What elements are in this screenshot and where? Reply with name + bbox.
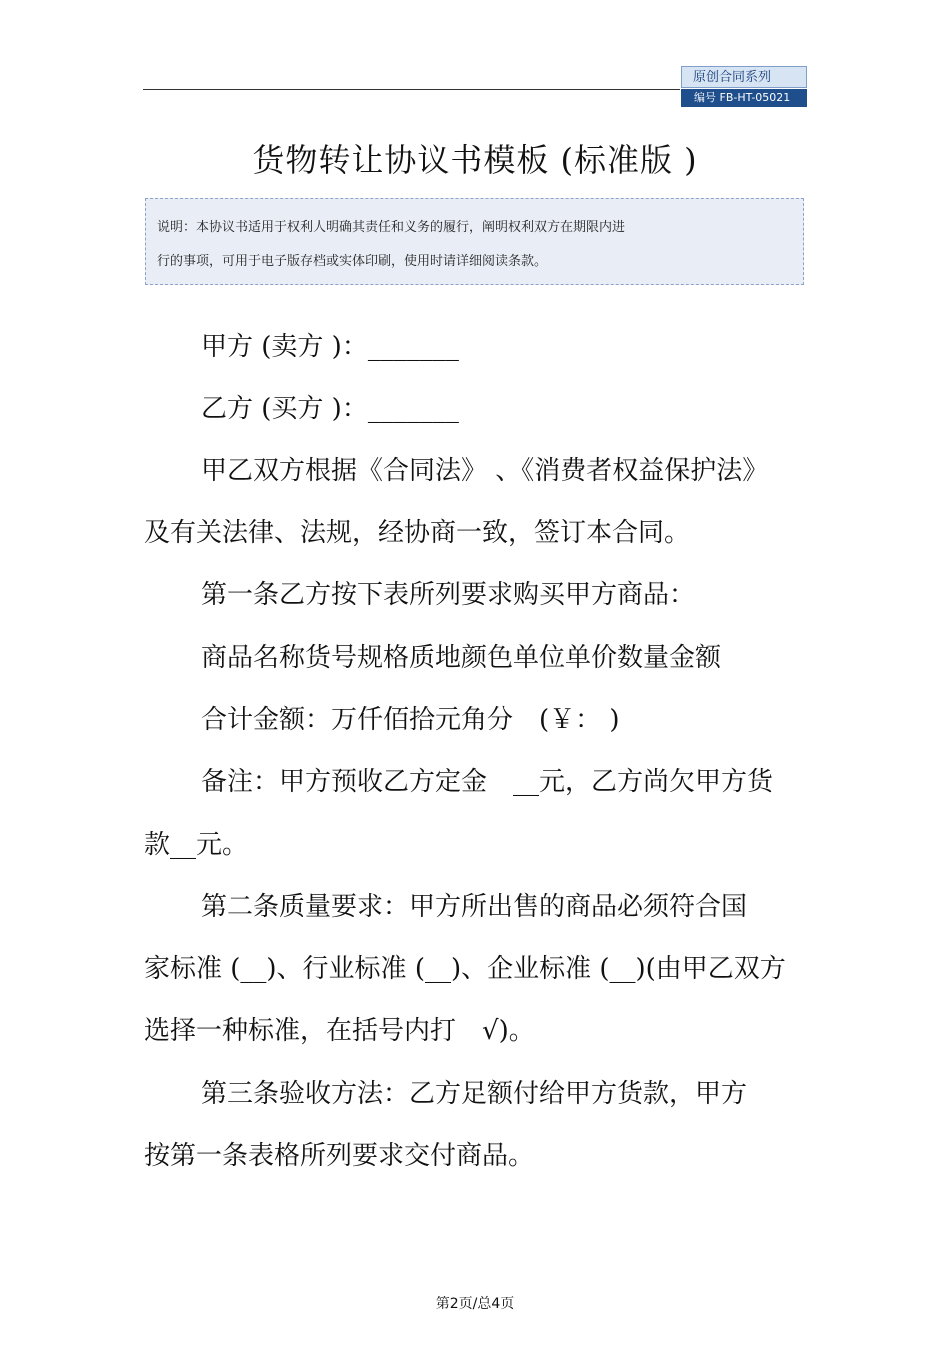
usage-note <box>145 198 804 285</box>
body-line: 甲乙双方根据《合同法》 、《消费者权益保护法》 <box>201 456 769 486</box>
article-3-line: 第三条验收方法：乙方足额付给甲方货款，甲方 <box>201 1079 748 1109</box>
document-code: 编号 FB-HT-05021 <box>681 89 807 107</box>
article-2-line-cont: 选择一种标准，在括号内打 √)。 <box>144 1016 535 1046</box>
party-a-line: 甲方 (卖方 )：_______ <box>201 332 459 362</box>
remark-line: 备注：甲方预收乙方定金 __元，乙方尚欠甲方货 <box>201 767 774 797</box>
table-header-line: 商品名称货号规格质地颜色单位单价数量金额 <box>201 643 722 673</box>
total-amount-line: 合计金额：万仟佰拾元角分 (￥： ) <box>201 705 620 735</box>
series-label: 原创合同系列 <box>681 66 807 88</box>
article-2-line-cont: 家标准 (__)、行业标准 (__)、企业标准 (__)(由甲乙双方 <box>144 954 786 984</box>
usage-note-line-2: 行的事项，可用于电子版存档或实体印刷，使用时请详细阅读条款。 <box>157 254 548 269</box>
remark-line-cont: 款__元。 <box>144 830 249 860</box>
body-line: 及有关法律、法规，经协商一致，签订本合同。 <box>144 518 691 548</box>
usage-note-line-1: 说明：本协议书适用于权利人明确其责任和义务的履行，阐明权利双方在期限内进 <box>157 220 626 235</box>
document-title: 货物转让协议书模板 (标准版 ) <box>252 141 698 179</box>
series-badge <box>681 66 807 107</box>
article-2-line: 第二条质量要求：甲方所出售的商品必须符合国 <box>201 892 748 922</box>
header-rule <box>143 89 680 90</box>
article-1-line: 第一条乙方按下表所列要求购买甲方商品： <box>201 580 696 610</box>
article-3-line-cont: 按第一条表格所列要求交付商品。 <box>144 1141 535 1171</box>
party-b-line: 乙方 (买方 )：_______ <box>201 394 459 424</box>
page-indicator: 第2页/总4页 <box>435 1296 515 1312</box>
